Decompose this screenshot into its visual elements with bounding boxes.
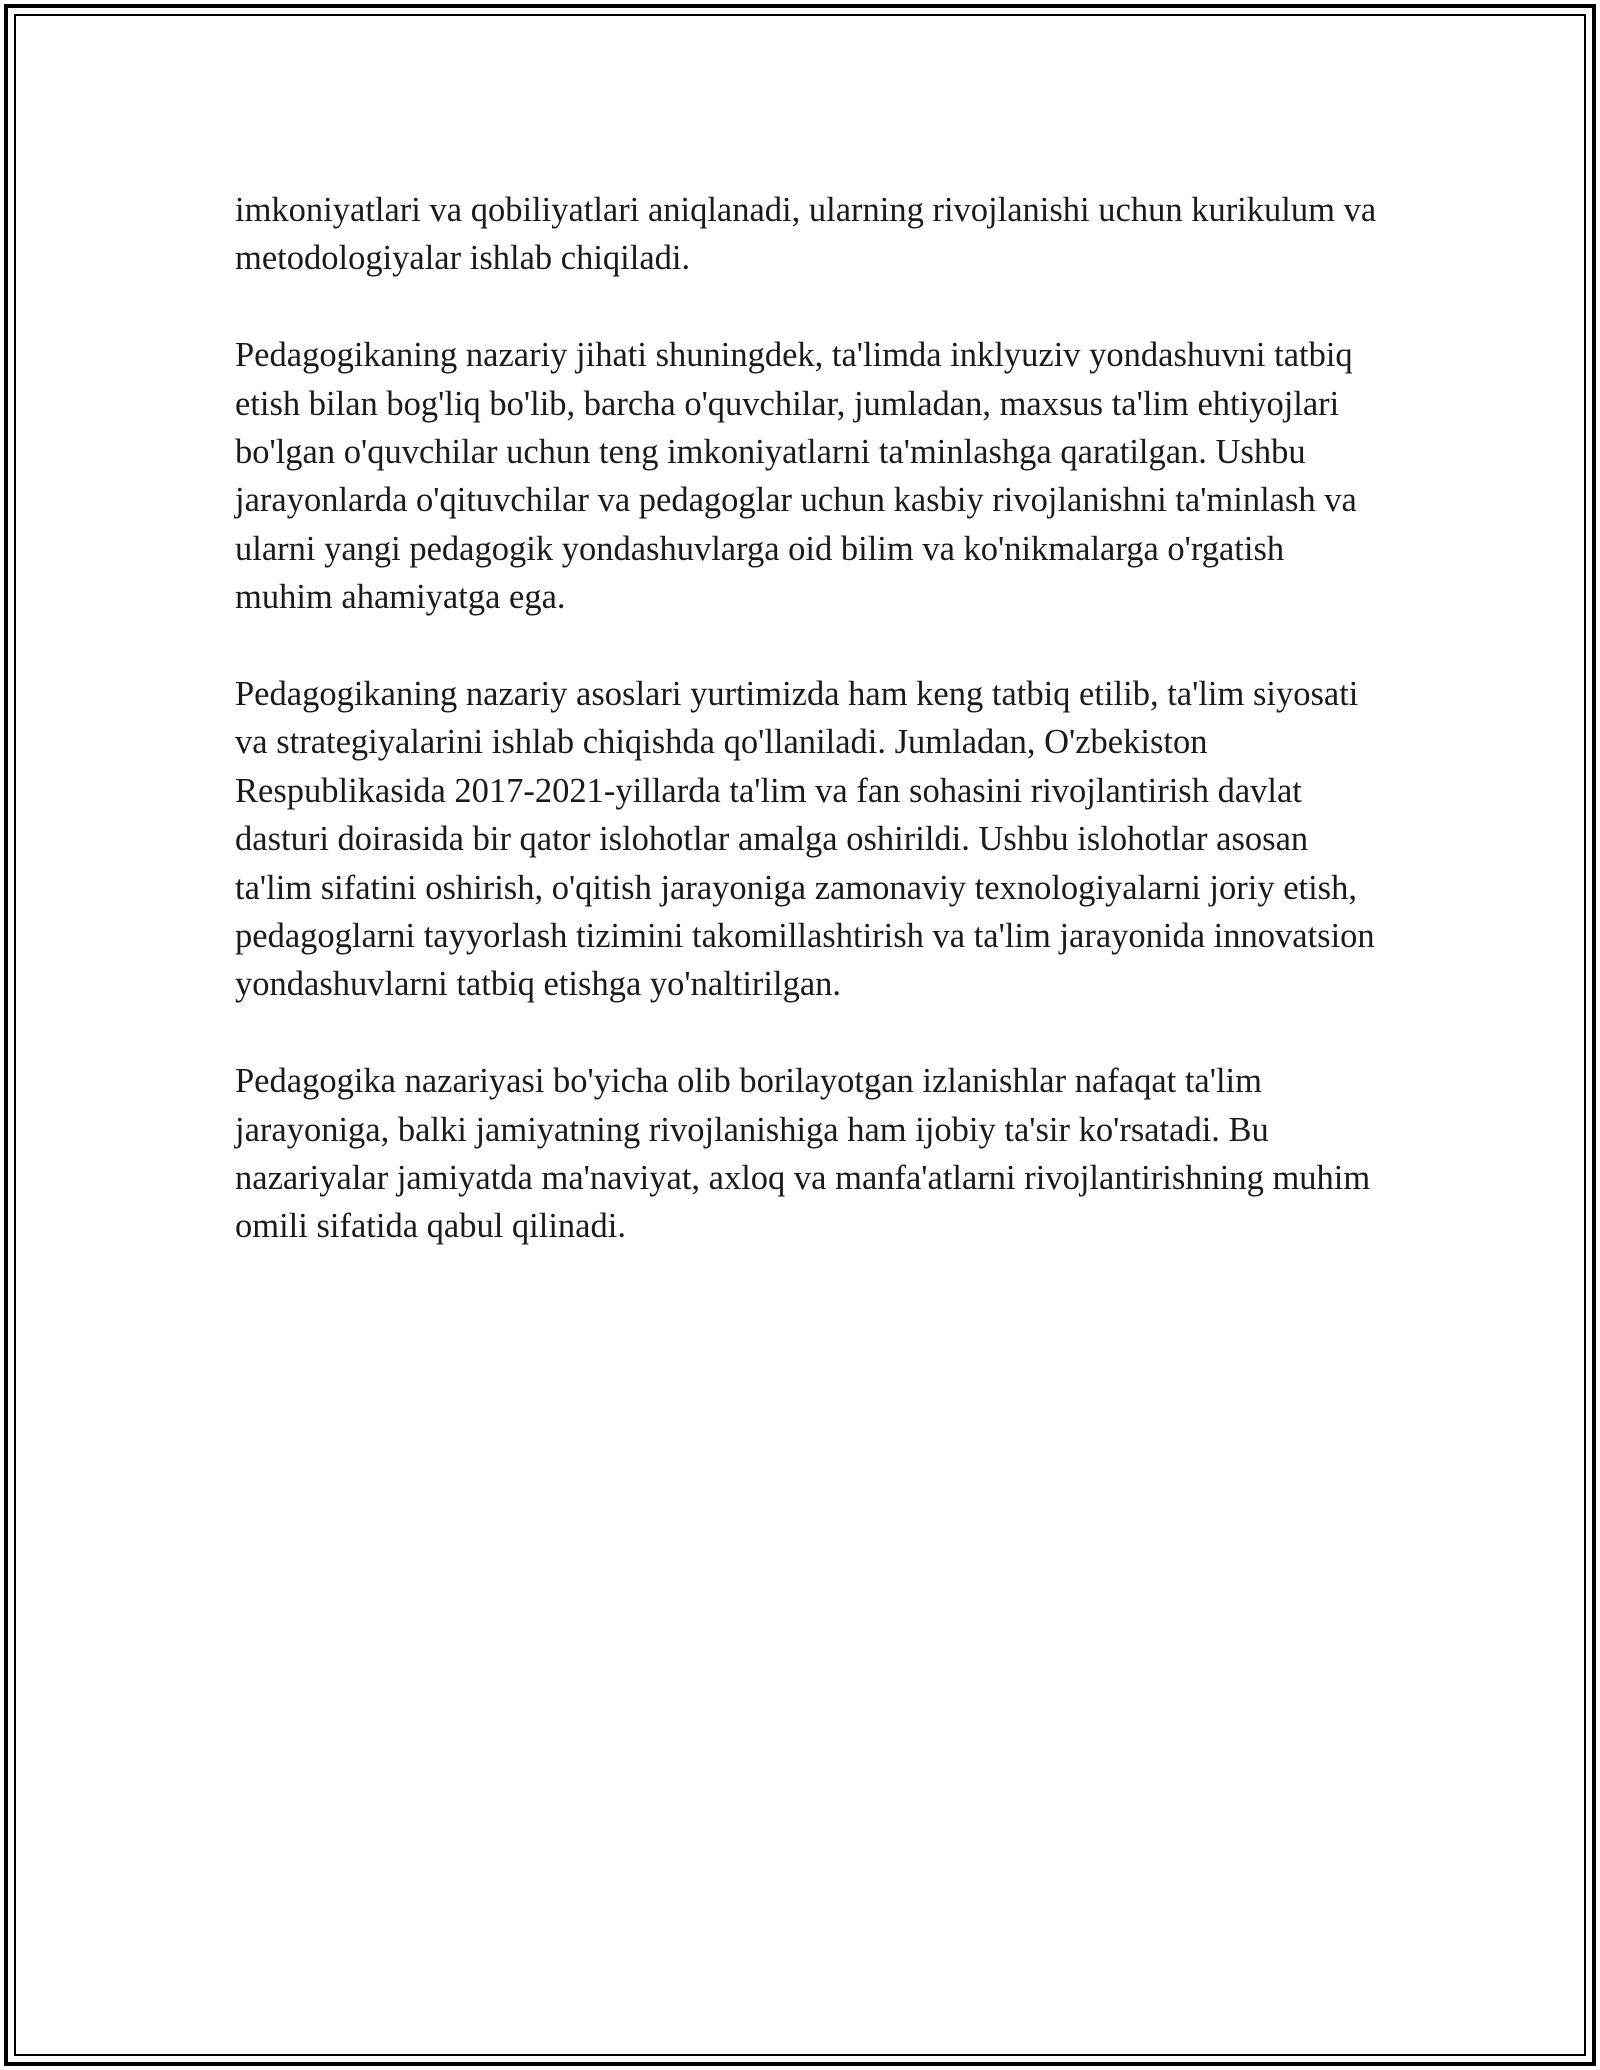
paragraph-1: imkoniyatlari va qobiliyatlari aniqlanadi, ularning rivojlanishi uchun kurikulum va metodologiyalar ishlab chiqiladi.: [235, 191, 1377, 278]
paragraph-4: Pedagogika nazariyasi bo'yicha olib borilayotgan izlanishlar nafaqat ta'lim jarayoniga, balki jamiyatning rivojlanishiga ham ijobiy ta'sir ko'rsatadi. Bu nazariyalar jamiyatda ma'naviyat, axloq va manfa'atlarni rivojlantirishning muhim omili sifatida qabul qilinadi.: [235, 1062, 1371, 1246]
paragraph-3: Pedagogikaning nazariy asoslari yurtimizda ham keng tatbiq etilib, ta'lim siyosati va strategiyalarini ishlab chiqishda qo'llaniladi. Jumladan, O'zbekiston Respublikasida 2017-2021-yillarda ta'lim va fan sohasini rivojlantirish davlat dasturi doirasida bir qator islohotlar amalga oshirildi. Ushbu islohotlar asosan ta'lim sifatini oshirish, o'qitish jarayoniga zamonaviy texnologiyalarni joriy etish, pedagoglarni tayyorlash tizimini takomillashtirish va ta'lim jarayonida innovatsion yondashuvlarni tatbiq etishga yo'naltirilgan.: [235, 675, 1375, 1004]
paragraph-2: Pedagogikaning nazariy jihati shuningdek, ta'limda inklyuziv yondashuvni tatbiq etish bilan bog'liq bo'lib, barcha o'quvchilar, jumladan, maxsus ta'lim ehtiyojlari bo'lgan o'quvchilar uchun teng imkoniyatlarni ta'minlashga qaratilgan. Ushbu jarayonlarda o'qituvchilar va pedagoglar uchun kasbiy rivojlanishni ta'minlash va ularni yangi pedagogik yondashuvlarga oid bilim va ko'nikmalarga o'rgatish muhim ahamiyatga ega.: [235, 336, 1357, 617]
document-body: [235, 186, 1385, 1251]
